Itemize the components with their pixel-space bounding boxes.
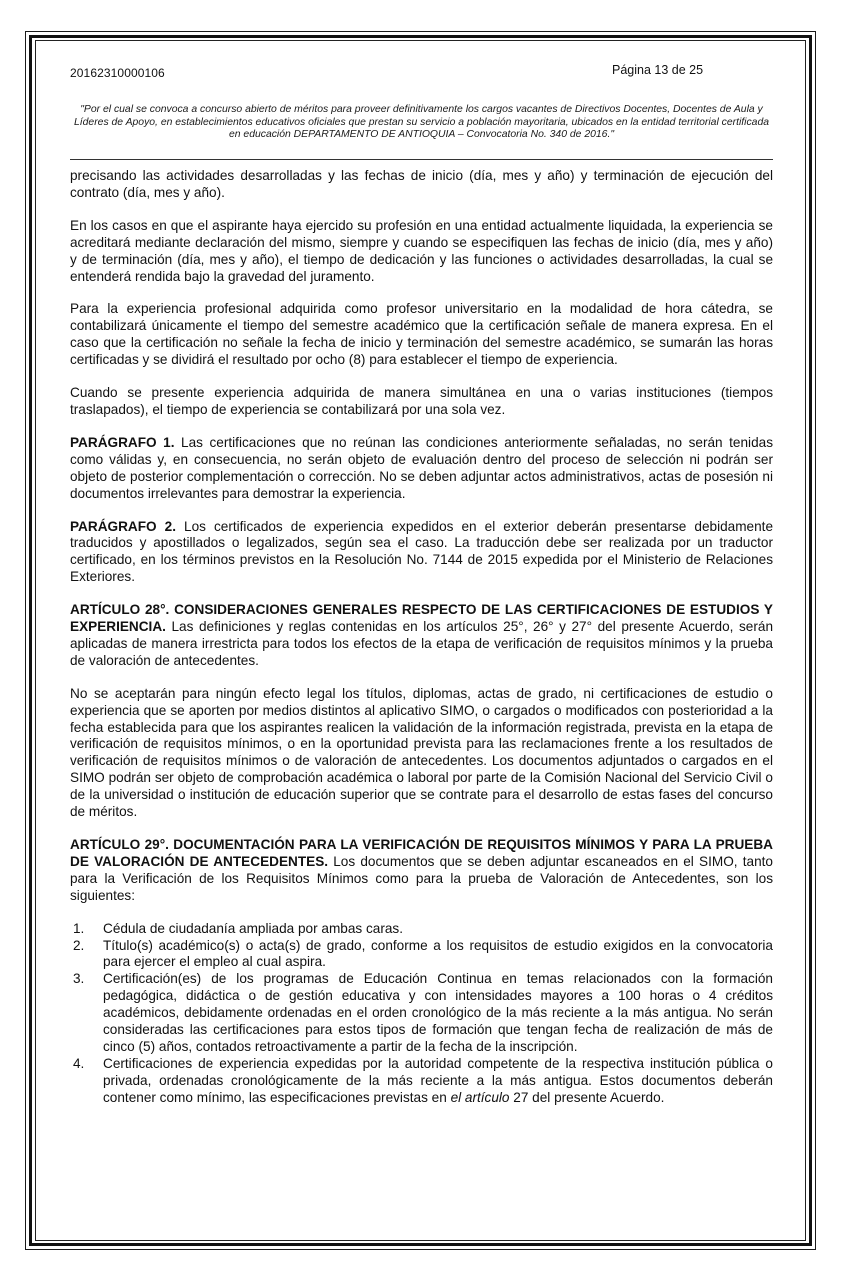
- list-item-number: 4.: [73, 1055, 85, 1071]
- list-item-text: Título(s) académico(s) o acta(s) de grado, conforme a los requisitos de estudio exigidos en la convocatoria para ejercer el empleo al cual aspira.: [103, 937, 773, 970]
- document-body: [70, 168, 773, 1107]
- articulo-29: [70, 837, 773, 905]
- list-item-text-after: 27 del presente Acuerdo.: [509, 1089, 665, 1105]
- list-item-number: 3.: [73, 971, 85, 987]
- paragraph-overlapping-time: Cuando se presente experiencia adquirida de manera simultánea en una o varias instituciones (tiempos traslapados), el tiempo de experiencia se contabilizará por una sola vez.: [70, 385, 773, 417]
- paragraph-contract-dates: precisando las actividades desarrolladas y las fechas de inicio (día, mes y año) y terminación de ejecución del contrato (día, mes y año).: [70, 168, 773, 200]
- paragrafo-2: [70, 519, 773, 587]
- paragrafo-2-text: Los certificados de experiencia expedidos en el exterior deberán presentarse debidamente traducidos y apostillados o legalizados, según sea el caso. La traducción debe ser realizada por un traductor certificado, en los términos previstos en la Resolución No. 7144 de 2015 expedida por el Ministerio de Relaciones Exteriores.: [70, 518, 773, 585]
- articulo-28-text: Las definiciones y reglas contenidas en los artículos 25°, 26° y 27° del presente Acuerdo, serán aplicadas de manera irrestricta para todos los efectos de la etapa de verificación de requisitos mínimos y la prueba de valoración de antecedentes.: [70, 619, 773, 668]
- required-documents-list: [70, 921, 773, 1107]
- list-item-text: Cédula de ciudadanía ampliada por ambas caras.: [103, 920, 404, 936]
- articulo-29-title: ARTÍCULO 29°. DOCUMENTACIÓN PARA LA VERIFICACIÓN DE REQUISITOS MÍNIMOS Y PARA LA PRUEBA DE VALORACIÓN DE ANTECEDENTES.: [70, 837, 773, 869]
- list-item: [70, 921, 773, 938]
- paragrafo-1-label: PARÁGRAFO 1.: [70, 434, 175, 450]
- articulo-29-text: Los documentos que se deben adjuntar escaneados en el SIMO, tanto para la Verificación de los Requisitos Mínimos como para la prueba de Valoración de Antecedentes, son los siguientes:: [70, 853, 773, 903]
- paragraph-university-professor: Para la experiencia profesional adquirida como profesor universitario en la modalidad de hora cátedra, se contabilizará únicamente el tiempo del semestre académico que la certificación señale de manera expresa. En el caso que la certificación no señale la fecha de inicio y terminación del semestre académico, se sumarán las horas certificadas y se dividirá el resultado por ocho (8) para establecer el tiempo de experiencia.: [70, 301, 773, 368]
- list-item-text-before: Certificaciones de experiencia expedidas por la autoridad competente de la respectiva institución pública o privada, ordenadas cronológicamente de la más reciente a la más antigua. Estos documentos deberán contener como mínimo, las especificaciones previstas en: [103, 1055, 773, 1105]
- paragraph-simo-documents: No se aceptarán para ningún efecto legal los títulos, diplomas, actas de grado, ni certificaciones de estudio o experiencia que se aporten por medios distintos al aplicativo SIMO, o cargados o modificados con posterioridad a la fecha establecida para que los aspirantes realicen la validación de la información registrada, prevista en la etapa de verificación de requisitos mínimos, o en la oportunidad prevista para las reclamaciones frente a los resultados de verificación de requisitos mínimos o de valoración de antecedentes. Los documentos adjuntados o cargados en el SIMO podrán ser objeto de comprobación académica o laboral por parte de la Comisión Nacional del Servicio Civil o de la universidad o institución de educación superior que se contrate para el desarrollo de estas fases del concurso de méritos.: [70, 685, 773, 820]
- list-item-number: 1.: [73, 920, 85, 936]
- list-item-number: 2.: [73, 937, 85, 953]
- list-item: [70, 1056, 773, 1107]
- articulo-28: [70, 602, 773, 670]
- resolution-title-quote: "Por el cual se convoca a concurso abierto de méritos para proveer definitivamente los cargos vacantes de Directivos Docentes, Docentes de Aula y Líderes de Apoyo, en establecimientos educativos oficiales que prestan su servicio a población mayoritaria, ubicados en la entidad territorial certificada en educación DEPARTAMENTO DE ANTIOQUIA – Convocatoria No. 340 de 2016.": [73, 104, 770, 140]
- document-number: 20162310000106: [70, 66, 165, 80]
- list-item: [70, 971, 773, 1056]
- list-item-text: Certificación(es) de los programas de Educación Continua en temas relacionados con la formación pedagógica, didáctica o de gestión educativa y con intensidades mayores a 100 horas o 4 créditos académicos, debidamente ordenadas en el orden cronológico de la más reciente a la más antigua. No serán consideradas las certificaciones para estos tipos de formación que tengan fecha de realización de más de cinco (5) años, contados retroactivamente a partir de la fecha de la inscripción.: [103, 971, 773, 1054]
- list-item-text-italic: el artículo: [450, 1089, 510, 1105]
- paragrafo-2-label: PARÁGRAFO 2.: [70, 518, 176, 534]
- paragrafo-1: [70, 435, 773, 503]
- paragrafo-1-text: Las certificaciones que no reúnan las condiciones anteriormente señaladas, no serán tenidas como válidas y, en consecuencia, no serán objeto de evaluación dentro del proceso de selección ni podrán ser objeto de posterior complementación o corrección. No se deben adjuntar actos administrativos, actas de posesión ni documentos irrelevantes para demostrar la experiencia.: [70, 434, 773, 501]
- paragraph-liquidated-entity: En los casos en que el aspirante haya ejercido su profesión en una entidad actualmente liquidada, la experiencia se acreditará mediante declaración del mismo, siempre y cuando se especifiquen las fechas de inicio (día, mes y año) y de terminación (día, mes y año), el tiempo de dedicación y las funciones o actividades desarrolladas, la cual se entenderá rendida bajo la gravedad del juramento.: [70, 217, 773, 284]
- articulo-28-title: ARTÍCULO 28°. CONSIDERACIONES GENERALES RESPECTO DE LAS CERTIFICACIONES DE ESTUDIOS Y EXPERIENCIA.: [70, 602, 773, 635]
- list-item: [70, 938, 773, 972]
- header-divider: [70, 159, 773, 160]
- page-number: Página 13 de 25: [612, 63, 704, 77]
